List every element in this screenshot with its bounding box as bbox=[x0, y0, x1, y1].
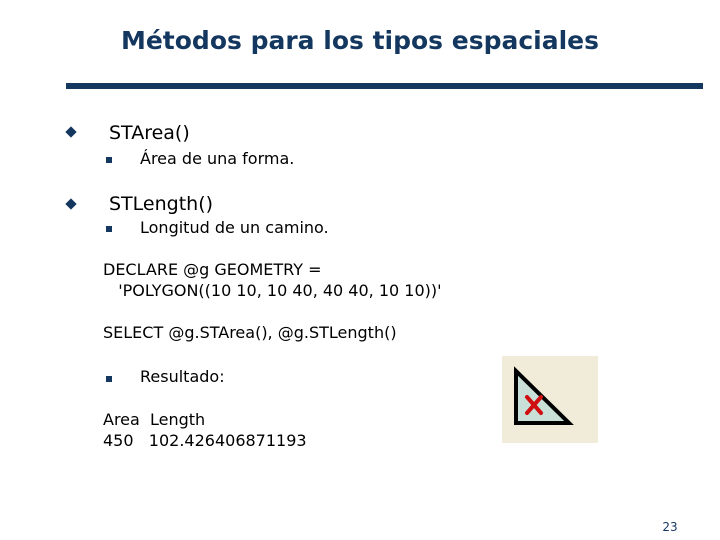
code-declare-line2: 'POLYGON((10 10, 10 40, 40 40, 10 10))' bbox=[103, 281, 442, 300]
slide-title: Métodos para los tipos espaciales bbox=[120, 26, 600, 55]
bullet-starea: STArea() bbox=[109, 122, 190, 144]
diamond-bullet-icon bbox=[65, 198, 76, 209]
sub-bullet-area: Área de una forma. bbox=[140, 149, 295, 168]
diamond-bullet-icon bbox=[65, 126, 76, 137]
sub-bullet-length: Longitud de un camino. bbox=[140, 218, 329, 237]
triangle-shape-icon bbox=[502, 356, 598, 443]
page-number: 23 bbox=[662, 520, 678, 534]
code-declare-line1: DECLARE @g GEOMETRY = bbox=[103, 260, 322, 279]
title-rule bbox=[66, 83, 703, 89]
square-bullet-icon bbox=[106, 376, 112, 382]
result-shape-panel bbox=[502, 356, 598, 443]
square-bullet-icon bbox=[106, 157, 112, 163]
code-select-line: SELECT @g.STArea(), @g.STLength() bbox=[103, 323, 397, 342]
result-label: Resultado: bbox=[140, 367, 225, 386]
result-header: Area Length bbox=[103, 410, 206, 429]
square-bullet-icon bbox=[106, 226, 112, 232]
result-row: 450 102.426406871193 bbox=[103, 431, 307, 450]
bullet-stlength: STLength() bbox=[109, 193, 214, 215]
